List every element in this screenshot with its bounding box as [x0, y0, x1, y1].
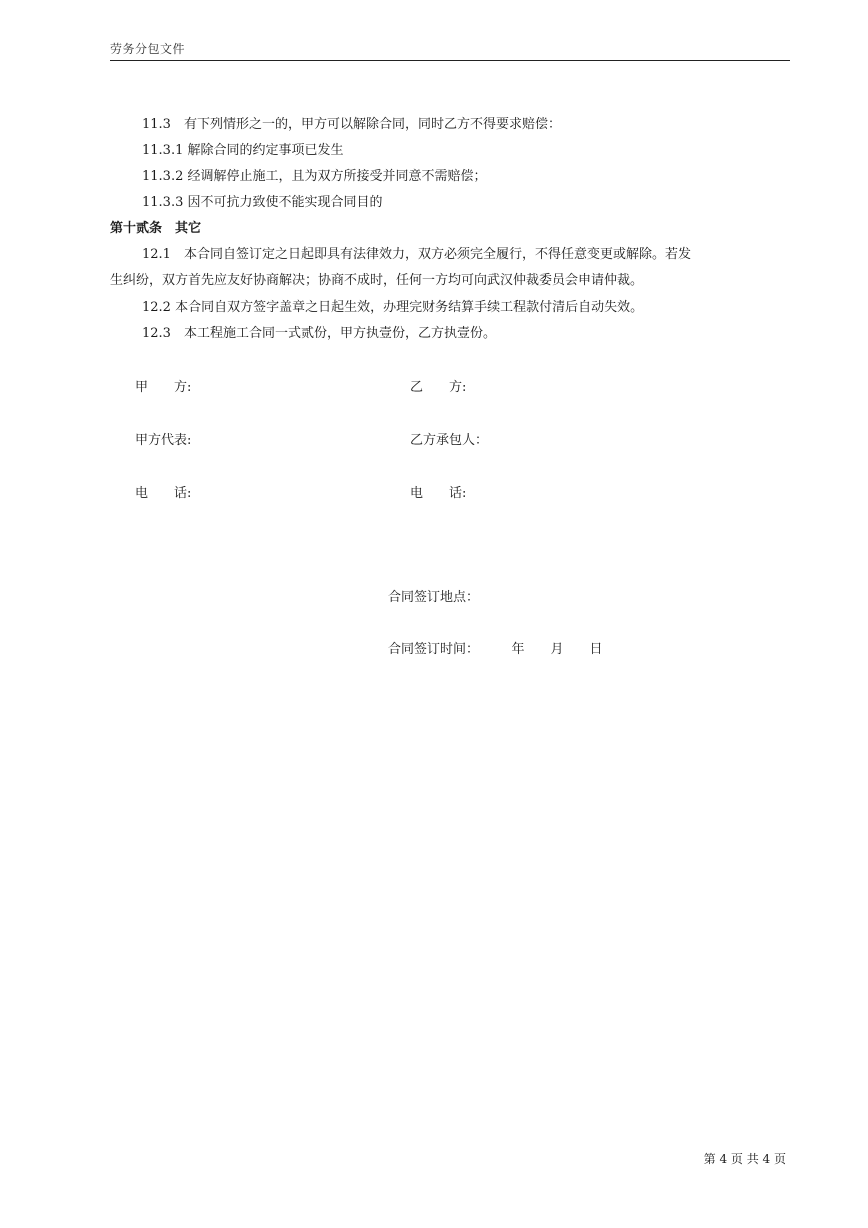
clause-11-3-2: 11.3.2 经调解停止施工，且为双方所接受并同意不需赔偿；: [142, 169, 487, 184]
clause-11-3: 11.3 有下列情形之一的，甲方可以解除合同，同时乙方不得要求赔偿：: [142, 117, 561, 132]
party-a-phone-label: 电 话:: [135, 486, 192, 501]
clause-12-3: 12.3 本工程施工合同一式贰份，甲方执壹份，乙方执壹份。: [142, 326, 496, 341]
party-a-label: 甲 方:: [135, 380, 192, 395]
contract-sign-place-label: 合同签订地点：: [388, 590, 480, 605]
page-number: 第 4 页 共 4 页: [703, 1152, 786, 1166]
header-divider: [110, 60, 790, 61]
clause-12-1-line2: 生纠纷，双方首先应友好协商解决；协商不成时，任何一方均可向武汉仲裁委员会申请仲裁。: [110, 273, 644, 288]
clause-11-3-3: 11.3.3 因不可抗力致使不能实现合同目的: [142, 195, 383, 210]
party-a-representative-label: 甲方代表:: [135, 433, 192, 448]
party-b-contractor-label: 乙方承包人：: [410, 433, 489, 448]
document-header: 劳务分包文件: [110, 42, 186, 56]
clause-12-1-line1: 12.1 本合同自签订定之日起即具有法律效力，双方必须完全履行，不得任意变更或解除。若发: [142, 247, 691, 262]
contract-sign-time-label: 合同签订时间： 年 月 日: [388, 642, 603, 657]
article-12-heading: 第十贰条 其它: [110, 221, 202, 236]
clause-11-3-1: 11.3.1 解除合同的约定事项已发生: [142, 143, 344, 158]
party-b-phone-label: 电 话:: [410, 486, 467, 501]
clause-12-2: 12.2 本合同自双方签字盖章之日起生效，办理完财务结算手续工程款付清后自动失效。: [142, 300, 644, 315]
party-b-label: 乙 方:: [410, 380, 467, 395]
